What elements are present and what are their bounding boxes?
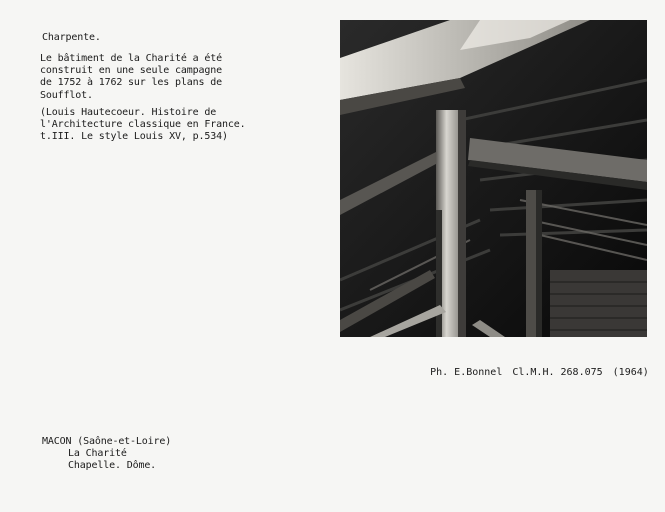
- description-line: Le bâtiment de la Charité a été: [40, 53, 222, 64]
- reference-line: t.III. Le style Louis XV, p.534): [40, 131, 228, 143]
- description-line: de 1752 à 1762 sur les plans de: [40, 77, 222, 89]
- location-city: MACON (Saône-et-Loire): [42, 436, 172, 447]
- photo-year: (1964): [612, 367, 649, 378]
- photographer-name: Ph. E.Bonnel: [430, 367, 503, 378]
- reference-block: [40, 107, 245, 144]
- photo-credit: [406, 355, 649, 391]
- inventory-number: Cl.M.H. 268.075: [512, 367, 603, 378]
- photo-artwork: [340, 20, 647, 337]
- description-line: Soufflot.: [40, 89, 93, 101]
- location-building: La Charité: [68, 448, 127, 460]
- location-block: [42, 436, 171, 473]
- roof-framing-photo: [340, 20, 647, 337]
- description-line: construit en une seule campagne: [40, 65, 222, 77]
- location-detail: Chapelle. Dôme.: [68, 460, 157, 472]
- description-block: [40, 53, 222, 102]
- reference-line: l'Architecture classique en France.: [40, 119, 246, 131]
- reference-line: (Louis Hautecoeur. Histoire de: [40, 107, 217, 118]
- card-heading: Charpente.: [42, 32, 101, 43]
